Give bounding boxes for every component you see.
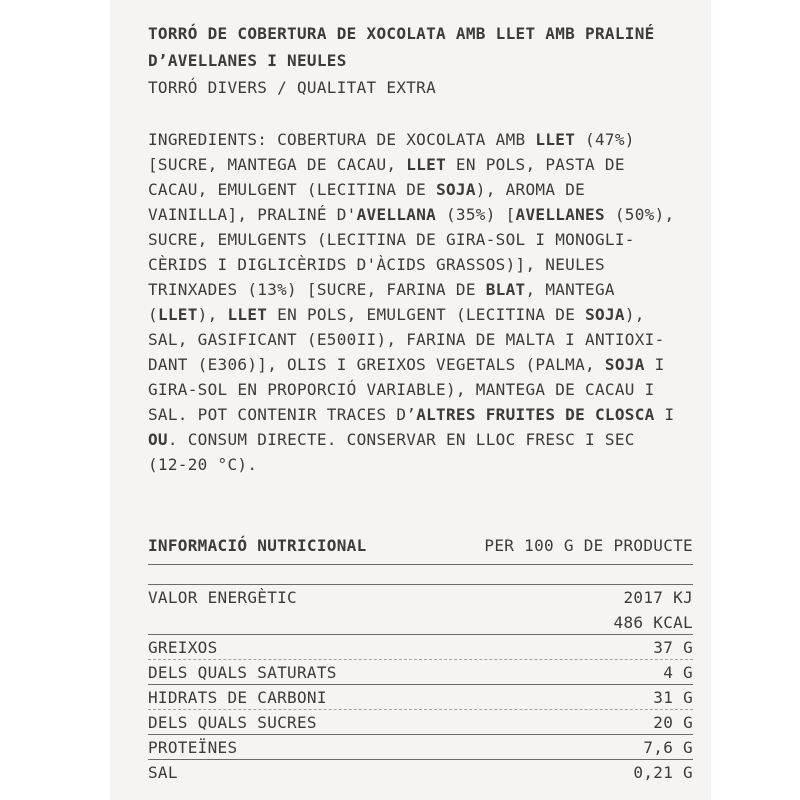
ingredients-line xyxy=(148,127,693,152)
ingredients-text: CACAU, EMULGENT (LECITINA DE xyxy=(148,180,437,199)
ingredients-line xyxy=(148,377,693,402)
nutrition-table xyxy=(148,533,693,785)
allergen-emphasis: LLET xyxy=(227,305,268,324)
ingredients-line xyxy=(148,402,693,427)
nutrition-row xyxy=(148,760,693,785)
ingredients-text: ), AROMA DE xyxy=(475,180,586,199)
product-subtitle: TORRÓ DIVERS / QUALITAT EXTRA xyxy=(148,78,437,97)
nutrition-rows xyxy=(148,584,693,785)
nutrition-row xyxy=(148,635,693,660)
nutrition-row-label: VALOR ENERGÈTIC xyxy=(148,588,297,607)
ingredients-line xyxy=(148,352,693,377)
allergen-emphasis: LLET xyxy=(535,130,576,149)
ingredients-text: CÈRIDS I DIGLICÈRIDS D'ÀCIDS GRASSOS)], NEULES xyxy=(148,255,605,274)
ingredients-text: (12-20 °C). xyxy=(148,455,258,474)
nutrition-row-value: 2017 KJ xyxy=(623,588,693,607)
ingredients-text: (47%) xyxy=(575,130,635,149)
ingredients-line xyxy=(148,277,693,302)
nutrition-row-label: DELS QUALS SUCRES xyxy=(148,712,317,732)
ingredients-text: INGREDIENTS: COBERTURA DE XOCOLATA AMB xyxy=(148,130,536,149)
allergen-emphasis: AVELLANES xyxy=(515,205,605,224)
allergen-emphasis: SOJA xyxy=(585,305,625,324)
ingredients-text: . CONSUM DIRECTE. CONSERVAR EN LLOC FRESC I SEC xyxy=(167,430,635,449)
allergen-emphasis: LLET xyxy=(157,305,198,324)
allergen-emphasis: AVELLANA xyxy=(356,205,437,224)
ingredients-line xyxy=(148,202,693,227)
nutrition-row-value: 20 G xyxy=(653,712,693,732)
ingredients-line xyxy=(148,252,693,277)
nutrition-row xyxy=(148,585,693,610)
nutrition-heading: INFORMACIÓ NUTRICIONAL xyxy=(148,536,367,555)
product-title xyxy=(148,20,693,74)
ingredients-line xyxy=(148,177,693,202)
nutrition-row-value: 37 G xyxy=(653,637,693,657)
ingredients-text: ), xyxy=(197,305,228,324)
product-title-line-2: D’AVELLANES I NEULES xyxy=(148,51,347,70)
nutrition-row-value: 7,6 G xyxy=(643,737,693,757)
nutrition-row-label: DELS QUALS SATURATS xyxy=(148,662,337,682)
nutrition-row-value: 0,21 G xyxy=(633,763,693,782)
nutrition-row-value: 31 G xyxy=(653,687,693,707)
label-content xyxy=(148,0,693,785)
ingredients-text: SAL. POT CONTENIR TRACES D’ xyxy=(148,405,417,424)
nutrition-row-label: SAL xyxy=(148,763,178,782)
ingredients-text: I xyxy=(654,405,675,424)
allergen-emphasis: SOJA xyxy=(436,180,476,199)
nutrition-table-header xyxy=(148,533,693,565)
nutrition-row xyxy=(148,660,693,685)
ingredients-line xyxy=(148,452,693,477)
nutrition-row xyxy=(148,710,693,735)
ingredients-text: TRINXADES (13%) [SUCRE, FARINA DE xyxy=(148,280,486,299)
ingredients-text: EN POLS, EMULGENT (LECITINA DE xyxy=(267,305,586,324)
product-title-line-1: TORRÓ DE COBERTURA DE XOCOLATA AMB LLET AMB PRALINÉ xyxy=(148,24,655,43)
ingredients-line xyxy=(148,152,693,177)
ingredients-text: ( xyxy=(148,305,158,324)
ingredients-text: VAINILLA], PRALINÉ D' xyxy=(148,205,357,224)
ingredients-text: SAL, GASIFICANT (E500II), FARINA DE MALTA I ANTIOXI- xyxy=(148,330,665,349)
ingredients-text: ), xyxy=(624,305,645,324)
nutrition-row-label: HIDRATS DE CARBONI xyxy=(148,687,327,707)
nutrition-row-value: 4 G xyxy=(663,662,693,682)
nutrition-header-gap xyxy=(148,565,693,584)
allergen-emphasis: OU xyxy=(148,430,168,449)
ingredients-line xyxy=(148,227,693,252)
allergen-emphasis: LLET xyxy=(406,155,446,174)
ingredients-line xyxy=(148,302,693,327)
nutrition-row-value: 486 KCAL xyxy=(613,612,693,632)
nutrition-row-label: PROTEÏNES xyxy=(148,737,238,757)
product-label-panel xyxy=(110,0,711,800)
ingredients-text: , MANTEGA xyxy=(525,280,615,299)
ingredients-text: DANT (E306)], OLIS I GREIXOS VEGETALS (PALMA, xyxy=(148,355,605,374)
nutrition-per-100g-label: PER 100 G DE PRODUCTE xyxy=(484,536,693,555)
nutrition-row xyxy=(148,610,693,635)
nutrition-row xyxy=(148,735,693,760)
ingredients-line xyxy=(148,427,693,452)
nutrition-row xyxy=(148,685,693,710)
ingredients-text: (35%) [ xyxy=(436,205,516,224)
ingredients-text: I xyxy=(644,355,665,374)
nutrition-row-label: GREIXOS xyxy=(148,637,218,657)
ingredients-paragraph xyxy=(148,127,693,477)
ingredients-text: EN POLS, PASTA DE xyxy=(446,155,625,174)
allergen-emphasis: BLAT xyxy=(485,280,526,299)
ingredients-line xyxy=(148,327,693,352)
allergen-emphasis: ALTRES FRUITES DE CLOSCA xyxy=(416,405,655,424)
allergen-emphasis: SOJA xyxy=(604,355,645,374)
ingredients-text: [SUCRE, MANTEGA DE CACAU, xyxy=(148,155,407,174)
ingredients-text: SUCRE, EMULGENTS (LECITINA DE GIRA-SOL I MONOGLI- xyxy=(148,230,635,249)
ingredients-text: (50%), xyxy=(604,205,675,224)
ingredients-text: GIRA-SOL EN PROPORCIÓ VARIABLE), MANTEGA DE CACAU I xyxy=(148,380,655,399)
